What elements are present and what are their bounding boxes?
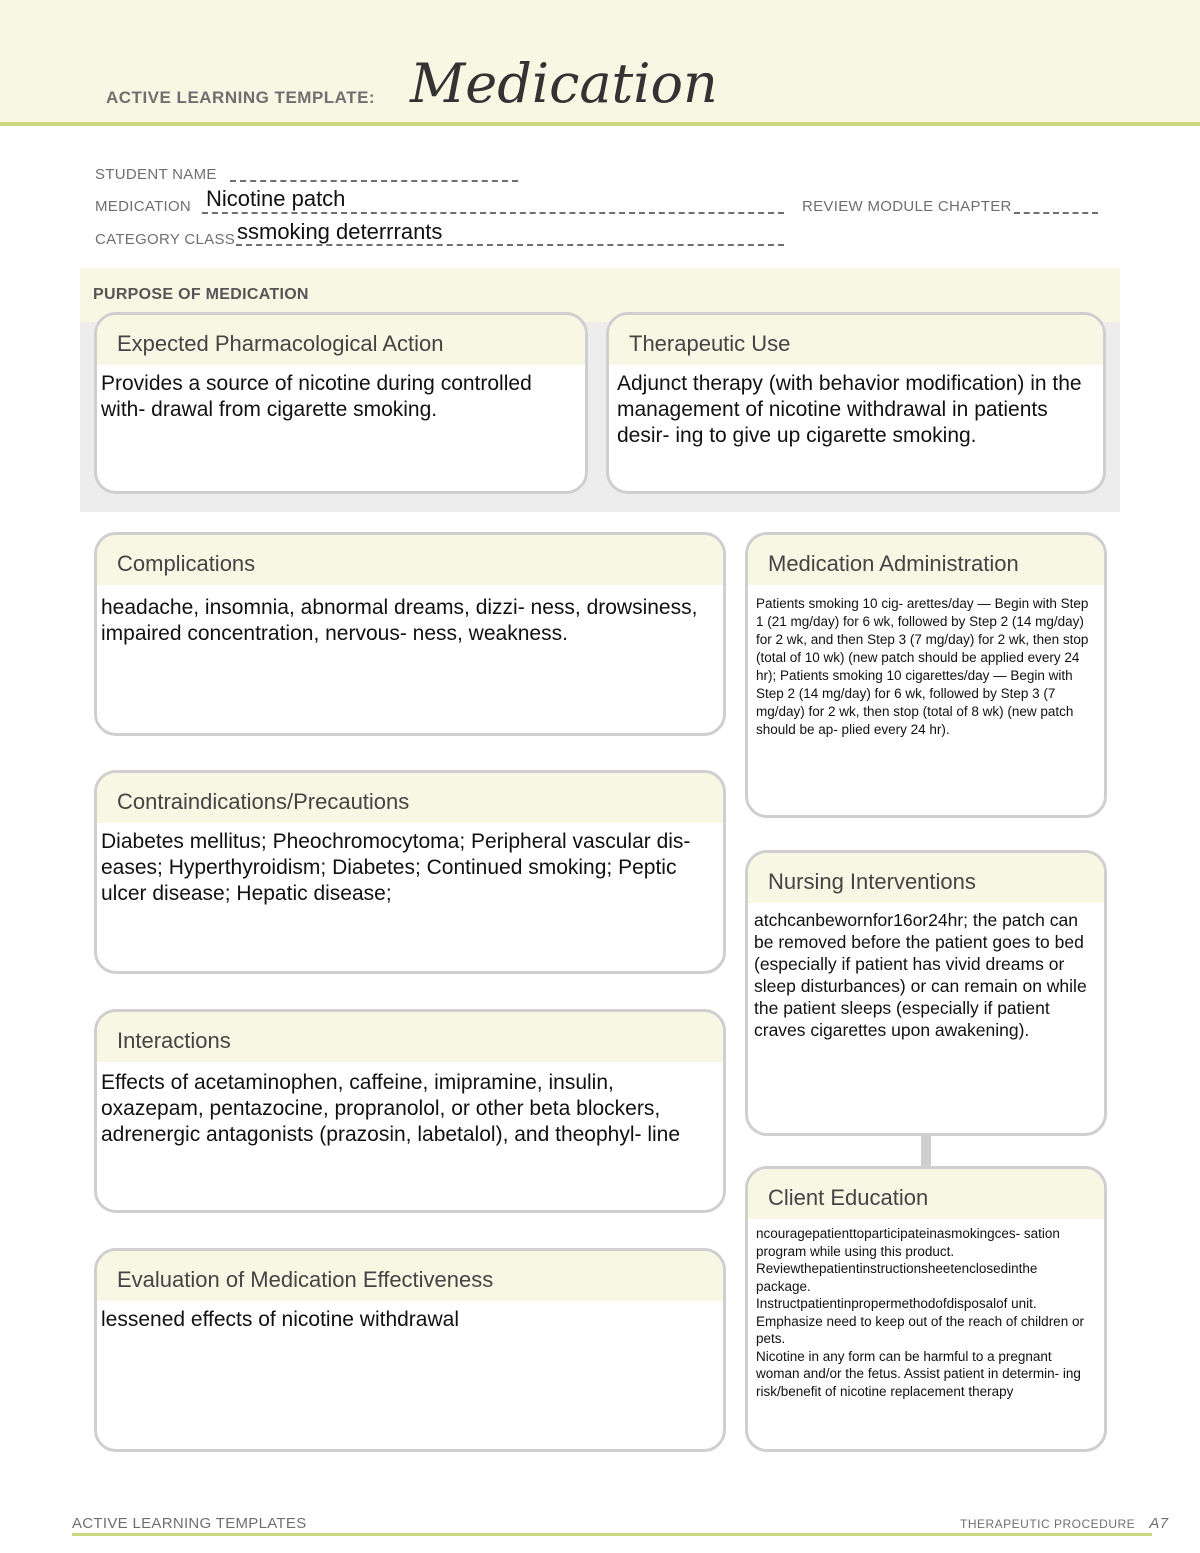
nursing-interventions-title: Nursing Interventions	[768, 869, 976, 894]
footer-divider	[72, 1533, 1152, 1536]
medication-field[interactable]	[202, 212, 784, 214]
complications-title: Complications	[117, 551, 256, 576]
column-connector	[921, 1134, 931, 1166]
footer-right	[960, 1515, 1169, 1532]
template-label: ACTIVE LEARNING TEMPLATE:	[106, 88, 376, 107]
expected-action-title: Expected Pharmacological Action	[117, 331, 444, 356]
therapeutic-use-text: Adjunct therapy (with behavior modification) in the management of nicotine withdrawal in patients desir- ing to give up cigarette smoking.	[617, 372, 1082, 447]
category-class-value: ssmoking deterrrants	[237, 219, 443, 244]
therapeutic-use-title: Therapeutic Use	[629, 331, 791, 356]
administration-text: Patients smoking 10 cig- arettes/day — Begin with Step 1 (21 mg/day) for 6 wk, followed by Step 2 (14 mg/day) for 2 wk, and then Step 3 (7 mg/day) for 2 wk, then stop (total of 10 wk) (new patch should be applied every 24 hr); Patients smoking 10 cigarettes/day — Begin with Step 2 (14 mg/day) for 6 wk, followed by Step 3 (7 mg/day) for 2 wk, then stop (total of 8 wk) (new patch should be ap- plied every 24 hr).	[756, 596, 1089, 737]
administration-title: Medication Administration	[768, 551, 1019, 576]
nursing-interventions-text: atchcanbewornfor16or24hr; the patch can be removed before the patient goes to bed (especially if patient has vivid dreams or sleep disturbances) or can remain on while the patient sleeps (especially if patient craves cigarettes upon awakening).	[754, 910, 1087, 1040]
client-education-box	[745, 1166, 1107, 1452]
page-number: A7	[1149, 1515, 1169, 1532]
medication-value: Nicotine patch	[206, 186, 346, 211]
therapeutic-use-box	[606, 312, 1106, 494]
contraindications-box	[94, 770, 726, 974]
administration-box	[745, 532, 1107, 818]
client-education-title: Client Education	[768, 1185, 929, 1210]
interactions-text: Effects of acetaminophen, caffeine, imipramine, insulin, oxazepam, pentazocine, propranolol, or other beta blockers, adrenergic antagonists (prazosin, labetalol), and theophyl- line	[101, 1071, 681, 1146]
expected-action-box	[94, 312, 588, 494]
contraindications-title: Contraindications/Precautions	[117, 789, 410, 814]
evaluation-title: Evaluation of Medication Effectiveness	[117, 1267, 494, 1292]
evaluation-text: lessened effects of nicotine withdrawal	[101, 1308, 459, 1331]
purpose-label: PURPOSE OF MEDICATION	[93, 286, 309, 303]
page-title: Medication	[410, 52, 718, 115]
interactions-box	[94, 1009, 726, 1213]
student-name-label: STUDENT NAME	[95, 166, 217, 183]
header-band	[0, 0, 1200, 126]
education-item: ncouragepatienttoparticipateinasmokingces- sation program while using this product.	[756, 1226, 1060, 1259]
category-class-label: CATEGORY CLASS	[95, 231, 236, 248]
medication-label: MEDICATION	[95, 198, 192, 215]
education-item: Nicotine in any form can be harmful to a pregnant woman and/or the fetus. Assist patient in determin- ing risk/benefit of nicotine replacement therapy	[756, 1348, 1081, 1399]
student-name-field[interactable]	[230, 180, 518, 182]
interactions-title: Interactions	[117, 1028, 231, 1053]
contraindications-text: Diabetes mellitus; Pheochromocytoma; Peripheral vascular dis- eases; Hyperthyroidism; Diabetes; Continued smoking; Peptic ulcer disease; Hepatic disease;	[101, 830, 691, 905]
evaluation-box	[94, 1248, 726, 1452]
education-item: Reviewthepatientinstructionsheetenclosedinthe package.	[756, 1261, 1038, 1294]
expected-action-text: Provides a source of nicotine during controlled with- drawal from cigarette smoking.	[101, 372, 532, 421]
complications-text: headache, insomnia, abnormal dreams, dizzi- ness, drowsiness, impaired concentration, nervous- ness, weakness.	[101, 596, 698, 645]
complications-box	[94, 532, 726, 736]
review-module-field[interactable]	[1014, 212, 1098, 214]
footer-left-text: ACTIVE LEARNING TEMPLATES	[72, 1515, 307, 1532]
client-education-text	[756, 1225, 1094, 1400]
education-item: Instructpatientinpropermethodofdisposalof unit. Emphasize need to keep out of the reach of children or pets.	[756, 1296, 1084, 1346]
nursing-interventions-box	[745, 850, 1107, 1136]
review-module-label: REVIEW MODULE CHAPTER	[802, 198, 1012, 215]
footer-right-text: THERAPEUTIC PROCEDURE	[960, 1517, 1136, 1531]
